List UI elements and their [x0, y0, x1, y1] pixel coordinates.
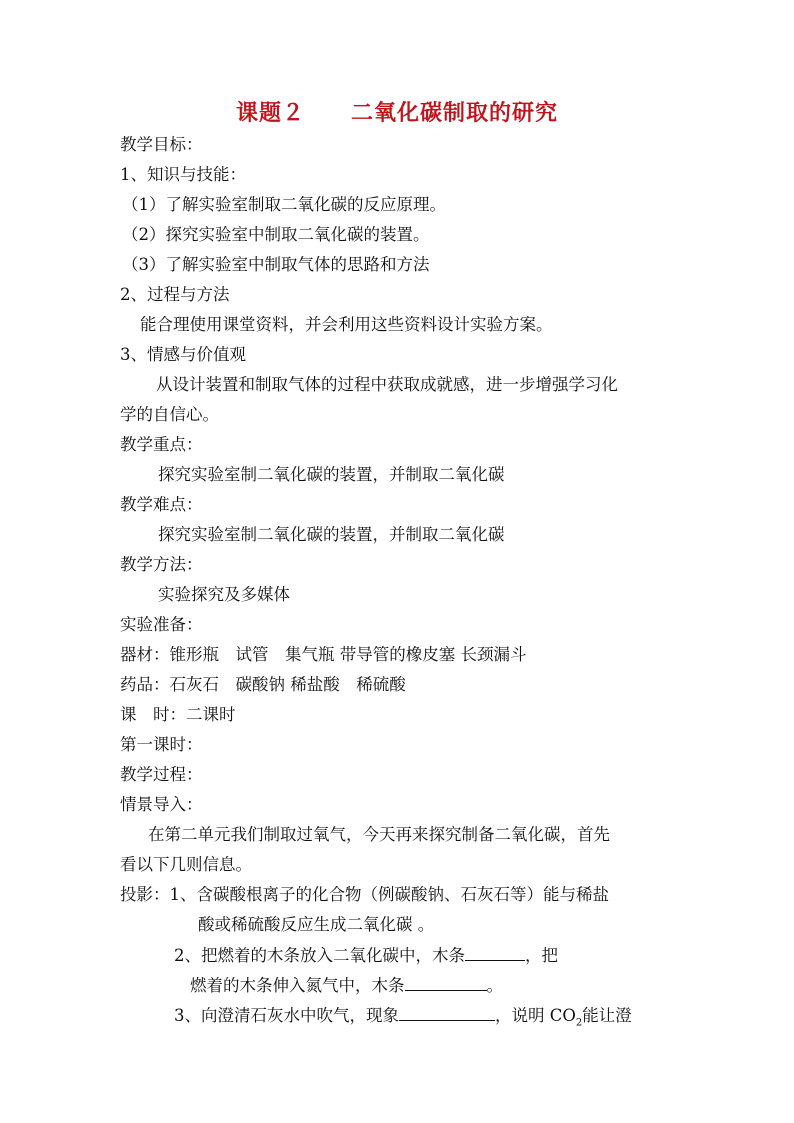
page-title: 课题２ 二氧化碳制取的研究	[235, 100, 558, 126]
section-intro: 情景导入：	[120, 795, 203, 814]
projection-item-2b	[190, 974, 503, 997]
section-preparation: 实验准备：	[120, 615, 203, 634]
intro-text-1: 在第二单元我们制取过氧气，今天再来探究制备二氧化碳，首先	[148, 825, 610, 844]
goal-emotion-text-1: 从设计装置和制取气体的过程中获取成就感，进一步增强学习化	[156, 375, 618, 394]
goal-item-2: （2）探究实验室中制取二氧化碳的装置。	[122, 225, 430, 244]
difficult-points-text: 探究实验室制二氧化碳的装置，并制取二氧化碳	[158, 525, 505, 544]
goal-process-methods: 2、过程与方法	[120, 285, 230, 304]
goal-emotion-values: 3、情感与价值观	[120, 345, 246, 364]
section-difficult-points: 教学难点：	[120, 495, 203, 514]
section-key-points: 教学重点：	[120, 435, 203, 454]
section-teaching-goals: 教学目标：	[120, 135, 203, 154]
section-process: 教学过程：	[120, 765, 203, 784]
goal-process-text: 能合理使用课堂资料，并会利用这些资料设计实验方案。	[140, 315, 553, 334]
goal-item-1: （1）了解实验室制取二氧化碳的反应原理。	[122, 195, 446, 214]
first-class: 第一课时：	[120, 735, 203, 754]
goal-emotion-text-2: 学的自信心。	[120, 405, 219, 424]
key-points-text: 探究实验室制二氧化碳的装置，并制取二氧化碳	[158, 465, 505, 484]
goal-knowledge-skills: 1、知识与技能：	[120, 165, 246, 184]
fill-blank-3[interactable]	[399, 1004, 495, 1021]
class-hours: 课 时：二课时	[120, 705, 236, 724]
goal-item-3: （3）了解实验室中制取气体的思路和方法	[122, 255, 430, 274]
projection-item-2a	[174, 944, 558, 967]
projection-item-1b: 酸或稀硫酸反应生成二氧化碳 。	[198, 915, 435, 934]
projection-3-text: 3、向澄清石灰水中吹气，现象	[174, 1006, 399, 1025]
reagents-list: 药品：石灰石 碳酸钠 稀盐酸 稀硫酸	[120, 675, 406, 694]
projection-2a-end: ，把	[525, 946, 558, 965]
equipment-list: 器材：锥形瓶 试管 集气瓶 带导管的橡皮塞 长颈漏斗	[120, 645, 527, 664]
projection-3-end: 能让澄	[582, 1006, 632, 1025]
projection-2a-text: 2、把燃着的木条放入二氧化碳中，木条	[174, 946, 465, 965]
methods-text: 实验探究及多媒体	[158, 585, 290, 604]
projection-2b-end: 。	[486, 976, 503, 995]
projection-3-mid: ，说明 CO	[495, 1006, 576, 1025]
fill-blank-2a[interactable]	[465, 944, 525, 961]
section-methods: 教学方法：	[120, 555, 203, 574]
co2-subscript: 2	[575, 1017, 583, 1029]
projection-2b-text: 燃着的木条伸入氮气中，木条	[190, 976, 405, 995]
intro-text-2: 看以下几则信息。	[120, 855, 252, 874]
projection-item-1a: 投影：1、含碳酸根离子的化合物（例碳酸钠、石灰石等）能与稀盐	[120, 885, 609, 904]
fill-blank-2b[interactable]	[405, 974, 487, 991]
projection-item-3	[174, 1004, 632, 1034]
